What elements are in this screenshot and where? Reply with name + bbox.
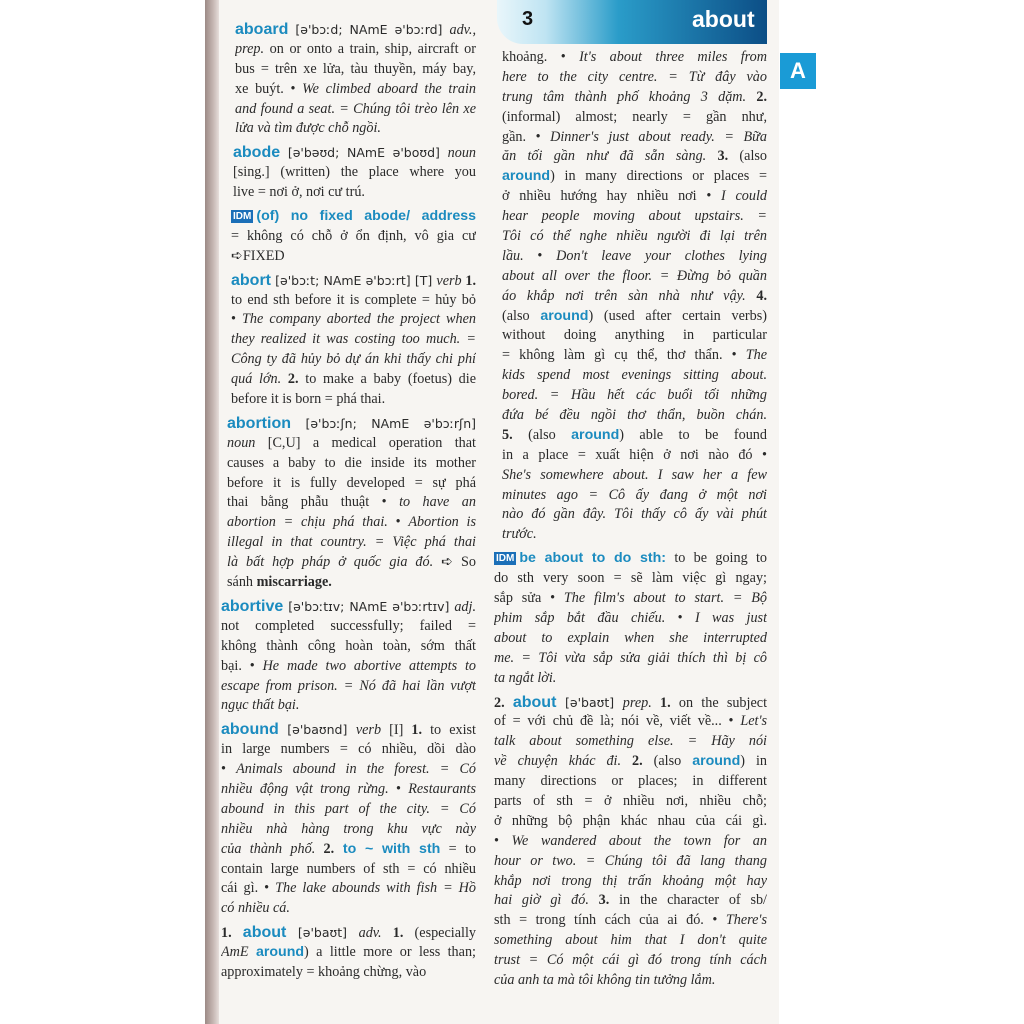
text-segment: • — [221, 761, 237, 778]
text-segment: 3. — [706, 148, 729, 165]
text-segment: bored. = Hầu hết các buổi tối những — [502, 387, 767, 404]
text-segment: có nhiều cá. — [221, 900, 290, 917]
text-line — [494, 911, 767, 931]
text-segment: áo khắp nơi trên sàn nhà như vậy. — [502, 287, 746, 304]
text-segment: me. = Tôi vừa sắp sửa giải thích thì bị cô — [494, 649, 767, 666]
text-line — [221, 780, 476, 800]
headword: abode — [233, 144, 281, 162]
highlight-term: around — [540, 307, 589, 324]
text-segment: 3. — [588, 892, 610, 909]
text-line — [227, 493, 476, 513]
text-line — [502, 48, 767, 68]
text-line — [231, 310, 476, 330]
text-segment: It's about three miles from — [579, 49, 767, 65]
text-segment: ) a little more or less than; — [304, 944, 476, 961]
text-line — [494, 732, 767, 752]
text-segment: Don't leave your clothes lying — [556, 247, 767, 264]
text-segment: adj. — [454, 598, 476, 615]
text-segment: ngục thất bại. — [221, 697, 300, 714]
text-line — [494, 872, 767, 892]
text-segment: live = nơi ở, nơi cư trú. — [233, 184, 365, 201]
text-line — [494, 569, 767, 589]
text-segment: trung tâm thành phố khoảng 3 dặm. — [502, 88, 747, 105]
text-segment: 1. — [411, 722, 423, 739]
text-line — [494, 971, 767, 991]
text-segment: 2. — [494, 694, 513, 711]
text-line — [231, 291, 476, 311]
text-segment: 1. — [221, 925, 243, 942]
text-segment: ta ngắt lời. — [494, 669, 557, 686]
text-segment: hear people moving about upstairs. = — [502, 208, 767, 225]
text-segment: • — [665, 609, 695, 626]
text-line — [221, 740, 476, 760]
text-line — [502, 108, 767, 128]
text-segment: 4. — [745, 287, 767, 304]
headword: abort — [231, 271, 271, 289]
text-segment: in large numbers = có nhiều, dồi dào — [221, 741, 476, 758]
text-segment: The film's about to start. = Bộ — [563, 590, 767, 607]
text-segment: ) (used after certain verbs) — [588, 307, 767, 324]
text-segment: miscarriage. — [256, 574, 332, 591]
text-line — [227, 553, 476, 573]
text-segment: 2. — [746, 88, 767, 105]
text-segment: [ə'bɔːt; NAmE ə'bɔːrt] [T] — [271, 272, 437, 288]
letter-thumb-tab: A — [780, 53, 816, 89]
text-line — [494, 589, 767, 609]
text-segment: The company aborted the project when — [242, 311, 476, 328]
text-segment: 1. — [381, 925, 404, 942]
text-segment: (also — [502, 307, 541, 324]
text-segment: [sing.] (written) the place where you — [233, 164, 476, 181]
text-segment: Abortion is — [408, 514, 476, 531]
text-segment: approximately = khoảng chừng, vào — [221, 963, 427, 980]
text-segment: = không có chỗ ở ổn định, vô gia cư — [231, 227, 476, 244]
text-line — [502, 147, 767, 167]
text-line — [502, 267, 767, 287]
text-line — [221, 657, 476, 677]
text-segment: The — [745, 347, 767, 364]
text-line — [221, 677, 476, 697]
text-line — [231, 271, 476, 291]
text-line — [502, 326, 767, 346]
text-line — [221, 963, 476, 983]
text-segment: here to the city centre. = Từ đây vào — [502, 68, 767, 85]
text-line — [502, 366, 767, 386]
text-segment: noun — [227, 434, 256, 451]
text-line — [231, 370, 476, 390]
text-segment: to have an — [399, 494, 476, 511]
text-segment: they realized it was costing too much. = — [231, 331, 476, 348]
text-segment: We wandered about the town for an — [511, 832, 767, 849]
text-line — [235, 60, 476, 80]
text-line — [502, 187, 767, 207]
text-segment: 2. — [621, 753, 643, 770]
text-segment: (informal) almost; nearly = gần như, — [502, 108, 767, 125]
text-segment: in a place = xuất hiện ở nơi nào đó • — [502, 446, 767, 463]
text-segment: do sth very soon = sẽ làm việc gì ngay; — [494, 570, 767, 587]
text-line — [502, 386, 767, 406]
text-segment: quá lớn. — [231, 371, 282, 388]
text-line — [231, 330, 476, 350]
text-segment: khoảng. • — [502, 49, 580, 65]
text-segment: [C,U] a medical operation that — [255, 434, 476, 451]
text-segment: ở những bộ phận khác nhau của cái gì. — [494, 812, 767, 829]
text-segment: We climbed aboard the train — [302, 80, 476, 97]
text-segment: đứa bé đều ngồi thơ thẩn, buồn chán. — [502, 407, 767, 424]
text-segment: kids spend most evenings sitting about. — [502, 367, 767, 384]
text-line — [502, 486, 767, 506]
text-segment: escape from prison. = Nó đã hai lần vượt — [221, 677, 476, 694]
text-line — [231, 390, 476, 410]
text-line — [494, 712, 767, 732]
text-segment: • — [523, 247, 557, 264]
text-segment: (especially — [403, 925, 476, 942]
right-column — [494, 48, 767, 995]
text-segment: many directions or places; in different — [494, 773, 767, 790]
text-segment: = không làm gì cụ thể, thơ thẩn. • — [502, 347, 746, 364]
text-line — [221, 696, 476, 716]
text-segment: noun — [447, 145, 476, 162]
text-segment: • — [231, 311, 243, 328]
highlight-term: around — [502, 168, 551, 185]
text-line — [221, 899, 476, 919]
text-segment: hai giờ gì đó. — [494, 892, 589, 909]
headword: abound — [221, 721, 279, 739]
text-segment: of = với chủ đề là; nói về, viết về... • — [494, 713, 741, 730]
text-line — [494, 852, 767, 872]
text-line — [502, 466, 767, 486]
text-line — [502, 68, 767, 88]
entry-aboard — [221, 20, 476, 139]
text-line — [502, 207, 767, 227]
text-segment: thai bằng phẫu thuật • — [227, 494, 400, 511]
text-segment: của thành phố. — [221, 840, 316, 857]
entry-about-adv-cont — [494, 48, 767, 545]
entry-about-prep — [494, 693, 767, 991]
page-number: 3 — [522, 8, 534, 30]
text-segment: talk about something else. = Hãy nói — [494, 733, 767, 750]
text-line — [494, 792, 767, 812]
text-line — [235, 119, 476, 139]
text-segment: trust = Có một cái gì đó trong tính cách — [494, 952, 767, 969]
text-segment: [ə'baʊt] — [286, 925, 359, 941]
text-segment: verb — [355, 722, 382, 739]
text-line — [494, 931, 767, 951]
text-segment: sth = trong tính cách của ai đó. • — [494, 912, 726, 929]
text-segment: của anh ta mà tôi không tin tưởng lắm. — [494, 971, 716, 988]
text-segment: ➪FIXED — [231, 247, 285, 264]
text-segment: phim sắp bắt đầu chiếu. — [494, 609, 666, 626]
text-line — [227, 414, 476, 434]
book-spine-shadow — [205, 0, 219, 1024]
text-line — [494, 629, 767, 649]
idiom-be-about-to — [494, 549, 767, 688]
entry-abode — [221, 143, 476, 203]
text-line — [227, 513, 476, 533]
text-line — [221, 617, 476, 637]
text-segment: 5. — [502, 426, 513, 443]
text-segment: not completed successfully; failed = — [221, 617, 476, 634]
text-segment: là bất hợp pháp ở quốc gia đó. — [227, 554, 434, 571]
entry-abortive — [221, 597, 476, 716]
headword: abortive — [221, 597, 284, 615]
idiom-fixed-abode — [221, 207, 476, 267]
text-segment: lầu. — [502, 247, 524, 264]
highlight-term: be about to do sth: — [519, 550, 667, 567]
text-line — [221, 840, 476, 860]
text-segment: illegal in that country. = Việc phá thai — [227, 534, 476, 551]
text-segment: verb — [436, 272, 462, 289]
text-line — [502, 88, 767, 108]
highlight-term: (of) no fixed abode/ address — [256, 208, 476, 225]
text-line — [494, 772, 767, 792]
text-line — [221, 597, 476, 617]
text-line — [221, 820, 476, 840]
text-line — [233, 163, 476, 183]
headword: about — [512, 693, 557, 711]
text-segment: nhiều nhà hàng trong khu vực này — [221, 820, 476, 837]
text-segment: prep. — [235, 40, 265, 57]
text-segment: minutes ago = Cô ấy đang ở một nơi — [502, 486, 767, 503]
text-segment: ở nhiều hướng hay nhiều nơi • — [502, 188, 722, 205]
text-segment: ) in many directions or places = — [550, 168, 767, 185]
text-line — [494, 752, 767, 772]
text-line — [502, 406, 767, 426]
text-segment: about all over the floor. = Đừng bỏ quần — [502, 267, 767, 284]
text-line — [231, 247, 476, 267]
text-segment: 1. — [651, 694, 671, 711]
text-line — [502, 167, 767, 187]
text-segment: • — [388, 780, 409, 797]
text-segment: sánh — [227, 574, 257, 591]
text-line — [235, 80, 476, 100]
text-segment: adv. — [358, 925, 382, 942]
text-segment: không thành công hoàn toàn, sớm thất — [221, 637, 476, 654]
text-segment: parts of sth = ở nhiều nơi, nhiều chỗ; — [494, 792, 767, 809]
text-line — [502, 525, 767, 545]
left-column — [221, 20, 476, 987]
guide-word: about — [692, 6, 755, 32]
text-segment: về chuyện khác đi. — [494, 753, 622, 770]
text-segment: nhiều động vật trong rừng. — [221, 780, 389, 797]
text-segment: abortion = chịu phá thai. — [227, 514, 388, 531]
text-segment: Dinner's just about ready. = Bữa — [550, 128, 767, 145]
text-segment: on the subject — [670, 694, 767, 711]
text-segment: to exist — [422, 722, 476, 739]
text-line — [502, 426, 767, 446]
text-line — [502, 128, 767, 148]
text-line — [494, 832, 767, 852]
text-segment: something about him that I don't quite — [494, 932, 767, 949]
text-segment: [ə'bɔːtɪv; NAmE ə'bɔːrtɪv] — [283, 598, 455, 614]
text-line — [494, 669, 767, 689]
text-segment: about to explain when she interrupted — [494, 629, 767, 646]
text-segment: and found a seat. = Chúng tôi trèo lên xe — [235, 100, 476, 117]
text-line — [221, 720, 476, 740]
text-segment: (also — [642, 753, 693, 770]
text-line — [233, 143, 476, 163]
text-segment: [ə'bəʊd; NAmE ə'boʊd] — [280, 145, 448, 161]
idiom-marker: IDM — [233, 211, 252, 223]
text-segment: causes a baby to die inside its mother — [227, 454, 476, 471]
text-segment: contain large numbers of sth = có nhiều — [221, 860, 476, 877]
text-segment: 1. — [461, 272, 476, 289]
text-segment: (also — [512, 426, 572, 443]
entry-abortion — [221, 414, 476, 593]
text-line — [231, 350, 476, 370]
text-line — [231, 207, 476, 227]
text-segment: Animals abound in the forest. = Có — [236, 761, 476, 778]
text-line — [221, 760, 476, 780]
text-segment: to make a baby (foetus) die — [298, 371, 476, 388]
text-segment: • — [494, 832, 512, 849]
text-line — [227, 533, 476, 553]
text-segment: 2. — [281, 371, 299, 388]
text-segment: nào đó gần đây. Tôi thấy cô ấy vài phút — [502, 506, 767, 523]
text-segment: bại. • — [221, 657, 263, 674]
headword: abortion — [227, 414, 291, 432]
text-line — [227, 573, 476, 593]
text-line — [502, 287, 767, 307]
text-segment: bus = trên xe lửa, tàu thuyền, máy bay, — [235, 60, 476, 77]
text-line — [221, 923, 476, 943]
text-segment: I could — [721, 188, 767, 205]
text-segment: He made two abortive attempts to — [262, 657, 476, 674]
text-segment: abound in this part of the city. = Có — [221, 800, 476, 817]
text-segment: in the character of sb/ — [609, 892, 767, 909]
text-segment: ➪ So — [433, 554, 476, 571]
text-line — [502, 346, 767, 366]
highlight-term: around — [571, 426, 620, 443]
text-segment: = to — [440, 840, 476, 857]
text-line — [235, 20, 476, 40]
text-segment: on or onto a train, ship, aircraft or — [264, 40, 476, 57]
text-line — [502, 446, 767, 466]
text-segment: ăn tối gần như đã sẵn sàng. — [502, 148, 707, 165]
text-line — [227, 454, 476, 474]
text-segment: cái gì. • — [221, 880, 276, 897]
text-segment: sắp sửa • — [494, 590, 564, 607]
text-segment: Restaurants — [408, 780, 476, 797]
headword: about — [242, 924, 287, 942]
text-segment: [ə'bɔːd; NAmE ə'bɔːrd] — [288, 22, 450, 37]
entry-about-adv — [221, 923, 476, 983]
text-line — [494, 693, 767, 713]
entry-abound — [221, 720, 476, 919]
text-segment: (also — [728, 148, 767, 165]
text-segment: I was just — [694, 609, 767, 626]
text-segment: ) in — [740, 753, 767, 770]
text-segment: Let's — [740, 713, 767, 730]
text-segment: xe buýt. • — [235, 80, 303, 97]
entry-abort — [221, 271, 476, 410]
text-line — [494, 549, 767, 569]
text-segment: khắp nơi trong thị trấn khoảng một hay — [494, 872, 767, 889]
text-segment: [ə'baʊt] — [556, 694, 623, 710]
text-segment: before it is born = phá thai. — [231, 391, 386, 408]
text-line — [502, 227, 767, 247]
text-segment: adv., — [449, 22, 476, 38]
idiom-marker: IDM — [496, 553, 515, 565]
text-line — [221, 943, 476, 963]
text-line — [231, 227, 476, 247]
text-line — [221, 637, 476, 657]
text-line — [494, 951, 767, 971]
text-segment: before it is fully developed = sự phá — [227, 474, 476, 491]
text-segment: [I] — [381, 722, 412, 739]
text-line — [233, 183, 476, 203]
text-segment: [ə'bɔːʃn; NAmE ə'bɔːrʃn] — [291, 415, 476, 431]
text-segment: to be going to — [666, 550, 767, 567]
text-segment: AmE — [221, 944, 256, 961]
text-line — [227, 474, 476, 494]
text-line — [235, 100, 476, 120]
text-segment: prep. — [622, 694, 652, 711]
text-segment: lửa và tìm được chỗ ngồi. — [235, 120, 381, 137]
text-segment: There's — [725, 912, 767, 929]
text-segment: ) able to be found — [619, 426, 767, 443]
text-segment: hour or two. = Chúng tôi đã lang thang — [494, 852, 767, 869]
text-line — [494, 649, 767, 669]
text-line — [235, 40, 476, 60]
text-line — [502, 307, 767, 327]
text-line — [227, 434, 476, 454]
text-line — [221, 860, 476, 880]
text-segment: Tôi có thể nghe nhiều người đi lại trên — [502, 228, 767, 245]
text-segment: 2. — [315, 840, 335, 857]
headword: aboard — [235, 21, 289, 38]
text-line — [502, 247, 767, 267]
text-segment: to end sth before it is complete = hủy bỏ — [231, 291, 476, 308]
text-segment: The lake abounds with fish = Hồ — [275, 880, 476, 897]
text-line — [494, 812, 767, 832]
text-segment: Công ty đã hủy bỏ dự án khi thấy chi phí — [231, 351, 476, 368]
text-line — [221, 879, 476, 899]
text-segment: trước. — [502, 526, 537, 543]
text-segment: without doing anything in particular — [502, 327, 767, 344]
text-line — [221, 800, 476, 820]
text-line — [494, 609, 767, 629]
text-segment: • — [387, 514, 409, 531]
text-line — [494, 891, 767, 911]
text-line — [502, 505, 767, 525]
text-segment: [ə'baʊnd] — [278, 722, 356, 738]
text-segment: gần. • — [502, 128, 551, 145]
highlight-term: around — [692, 753, 741, 770]
highlight-term: around — [255, 944, 305, 961]
highlight-term: to ~ with sth — [334, 840, 441, 857]
text-segment: She's somewhere about. I saw her a few — [502, 466, 767, 483]
